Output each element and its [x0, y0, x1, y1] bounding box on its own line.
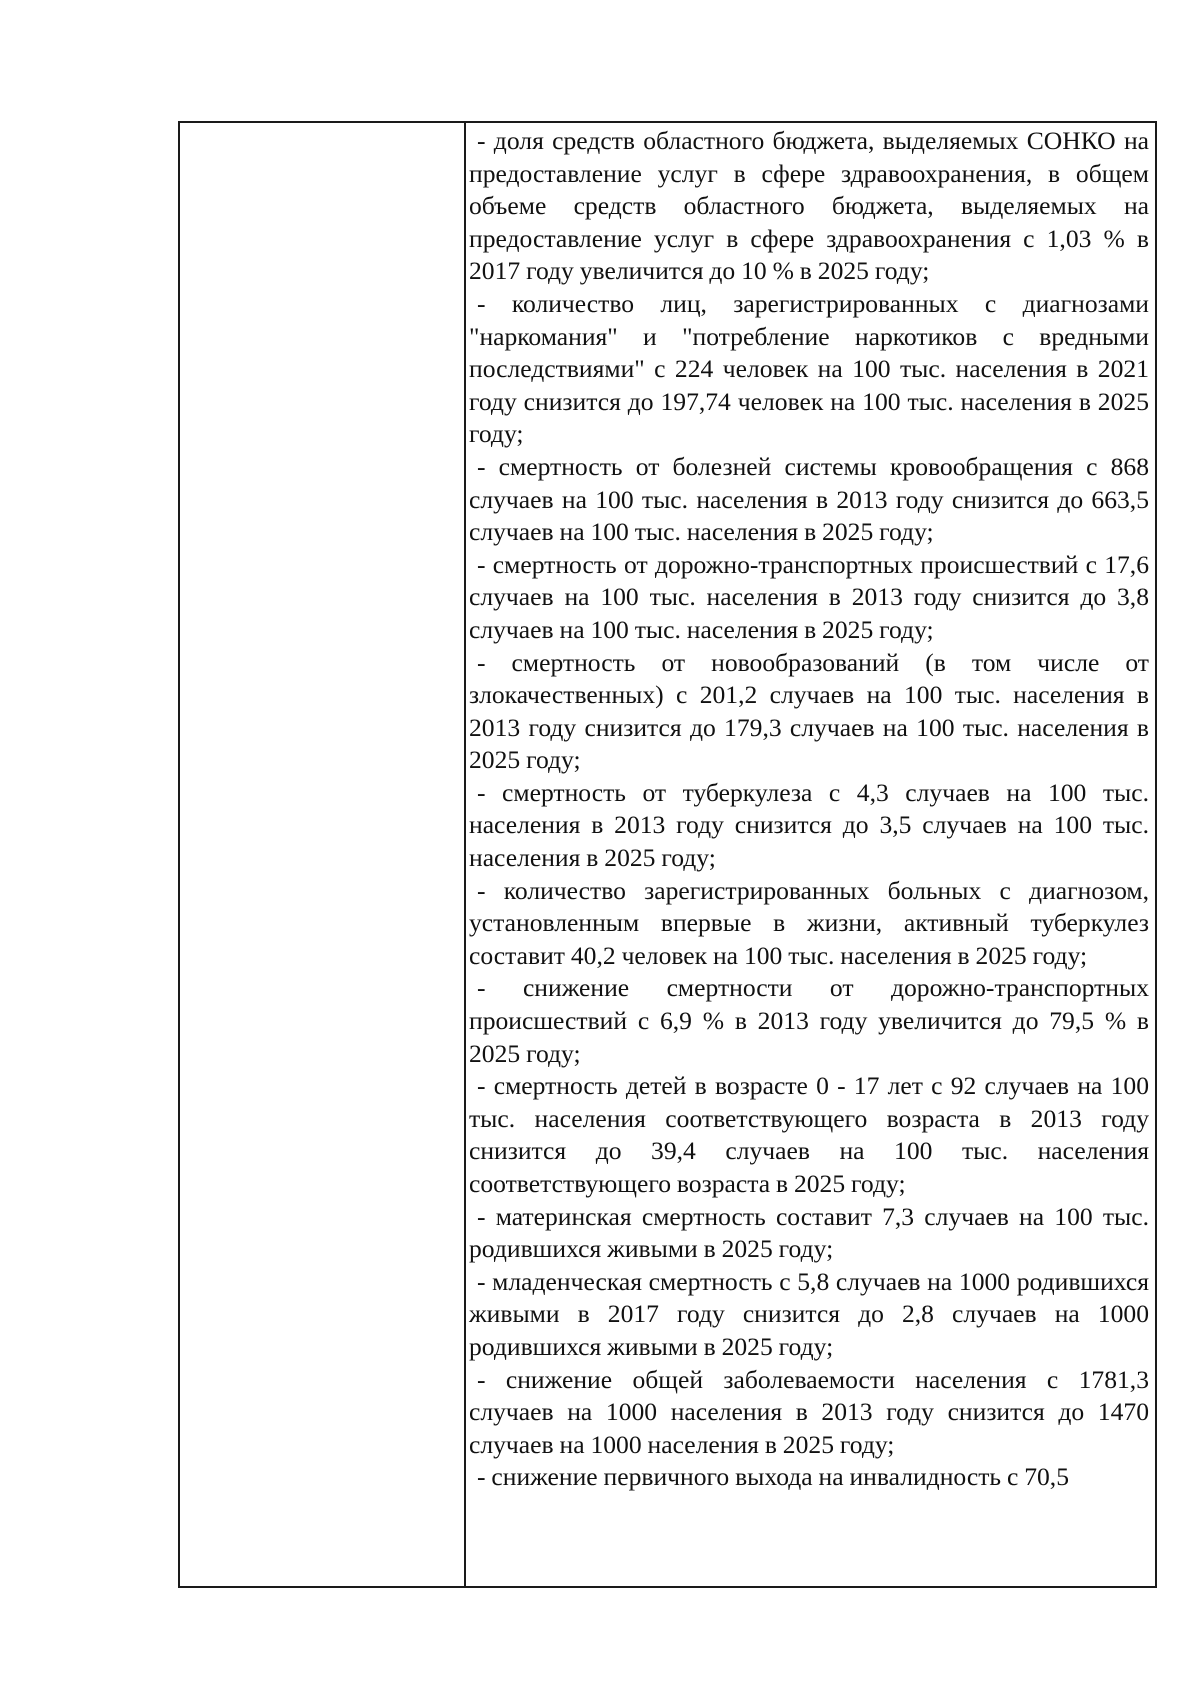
paragraph-neoplasm-mortality: - смертность от новообразований (в том числе от злокачественных) с 201,2 случаев на 100 тыс. населения в 2013 году снизится до 179,3 случаев на 100 тыс. населения в 2025 году; [469, 647, 1149, 775]
paragraph-general-morbidity: - снижение общей заболеваемости населения с 1781,3 случаев на 1000 населения в 2013 году снизится до 1470 случаев на 1000 населения в 2025 году; [469, 1364, 1149, 1459]
paragraph-circulatory-mortality: - смертность от болезней системы кровообращения с 868 случаев на 100 тыс. населения в 2013 году снизится до 663,5 случаев на 100 тыс. населения в 2025 году; [469, 451, 1149, 547]
paragraph-tuberculosis-mortality: - смертность от туберкулеза с 4,3 случаев на 100 тыс. населения в 2013 году снизится до 3,5 случаев на 100 тыс. населения в 2025 году; [469, 777, 1149, 873]
paragraph-tuberculosis-incidence: - количество зарегистрированных больных с диагнозом, установленным впервые в жизни, активный туберкулез составит 40,2 человек на 100 тыс. населения в 2025 году; [469, 875, 1149, 970]
table-left-cell [180, 123, 466, 1586]
paragraph-child-mortality: - смертность детей в возрасте 0 - 17 лет с 92 случаев на 100 тыс. населения соответствующего возраста в 2013 году снизится до 39,4 случаев на 100 тыс. населения соответствующего возраста в 2025 году; [469, 1071, 1149, 1198]
paragraph-infant-mortality: - младенческая смертность с 5,8 случаев на 1000 родившихся живыми в 2017 году снизится до 2,8 случаев на 1000 родившихся живыми в 2025 году; [469, 1266, 1149, 1361]
paragraph-drug-addiction: - количество лиц, зарегистрированных с диагнозами "наркомания" и "потребление наркотиков с вредными последствиями" с 224 человек на 100 тыс. населения в 2021 году снизится до 197,74 человек на 100 тыс. населения в 2025 году; [469, 288, 1149, 449]
paragraph-sonko-budget-share: - доля средств областного бюджета, выделяемых СОНКО на предоставление услуг в сфере здравоохранения, в общем объеме средств областного бюджета, выделяемых на предоставление услуг в сфере здравоохранения с 1,03 % в 2017 году увеличится до 10 % в 2025 году; [469, 126, 1149, 286]
table-right-cell [466, 123, 1155, 1586]
paragraph-primary-disability: - снижение первичного выхода на инвалидность с 70,5 [477, 1462, 1069, 1492]
document-table [178, 121, 1157, 1588]
paragraph-road-accident-reduction: - снижение смертности от дорожно-транспортных происшествий с 6,9 % в 2013 году увеличится до 79,5 % в 2025 году; [469, 973, 1149, 1068]
paragraph-road-accident-mortality: - смертность от дорожно-транспортных происшествий с 17,6 случаев на 100 тыс. населения в 2013 году снизится до 3,8 случаев на 100 тыс. населения в 2025 году; [469, 549, 1149, 644]
paragraph-maternal-mortality: - материнская смертность составит 7,3 случаев на 100 тыс. родившихся живыми в 2025 году; [469, 1201, 1149, 1264]
